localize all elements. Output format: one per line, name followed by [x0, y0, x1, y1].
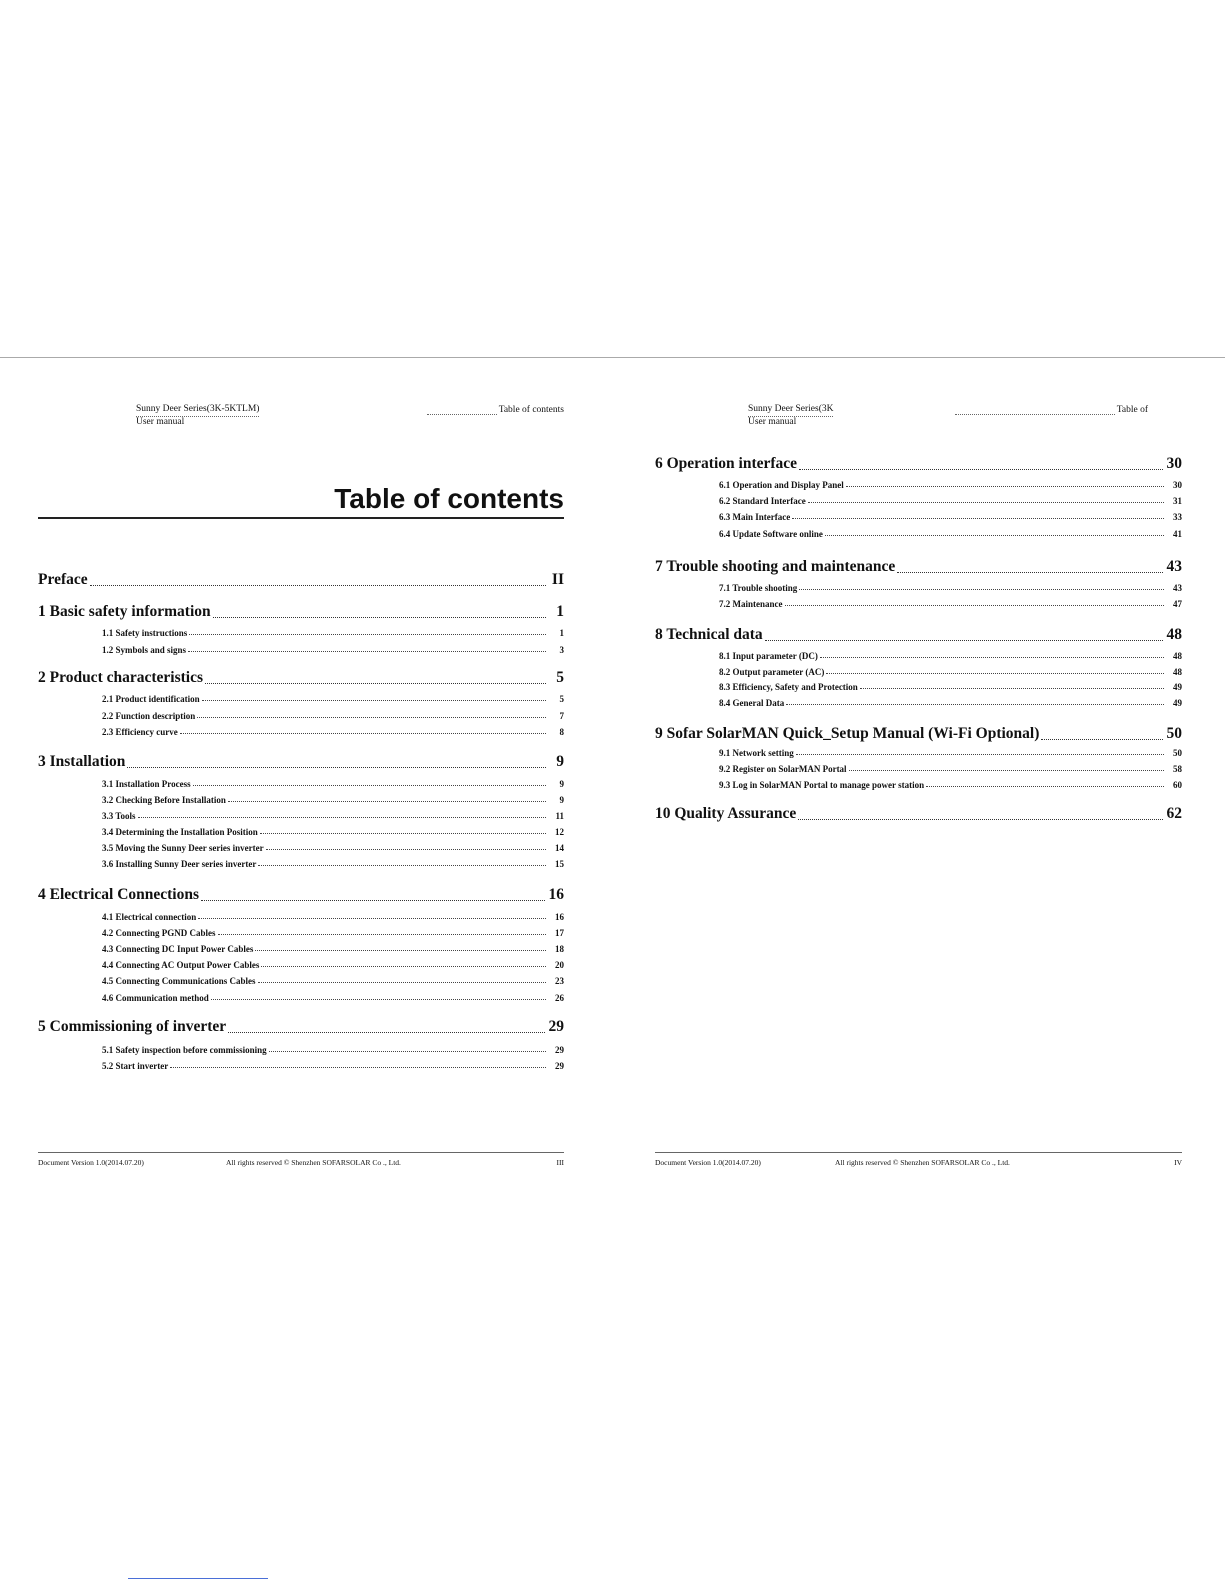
toc-section-entry[interactable] — [655, 780, 1182, 790]
toc-entry-page: 12 — [555, 827, 564, 837]
dot-leader — [820, 656, 1164, 658]
footer-rule — [38, 1152, 564, 1153]
dot-leader — [180, 732, 546, 734]
dot-leader — [786, 703, 1164, 705]
toc-entry-label: 8 Technical data — [655, 626, 763, 643]
toc-entry-page: 48 — [1173, 651, 1182, 661]
toc-section-entry[interactable] — [38, 843, 564, 853]
toc-entry-page: 30 — [1166, 455, 1182, 472]
dot-leader — [258, 981, 546, 983]
toc-entry-label: 1.1 Safety instructions — [102, 628, 188, 638]
toc-section-entry[interactable] — [38, 645, 564, 655]
dot-leader — [798, 818, 1162, 820]
toc-section-entry[interactable] — [38, 827, 564, 837]
toc-section-entry[interactable] — [38, 779, 564, 789]
toc-entry-page: 9 — [559, 795, 564, 805]
toc-section-entry[interactable] — [38, 628, 564, 638]
footer-version: Document Version 1.0(2014.07.20) — [655, 1158, 761, 1167]
toc-chapter-entry[interactable] — [655, 626, 1182, 644]
toc-entry-label: 7.2 Maintenance — [719, 599, 783, 609]
footer-page: IV — [1174, 1158, 1182, 1167]
toc-entry-label: 5 Commissioning of inverter — [38, 1018, 227, 1035]
toc-entry-label: 9 Sofar SolarMAN Quick_Setup Manual (Wi-Fi Optional) — [655, 725, 1040, 742]
toc-entry-page: 14 — [555, 843, 564, 853]
toc-entry-label: 9.1 Network setting — [719, 748, 794, 758]
dot-leader — [796, 753, 1164, 755]
toc-entry-page: 31 — [1173, 496, 1182, 506]
toc-entry-page: 49 — [1173, 682, 1182, 692]
dot-leader — [258, 864, 546, 866]
toc-section-entry[interactable] — [38, 811, 564, 821]
toc-entry-page: 50 — [1166, 725, 1182, 742]
toc-chapter-entry[interactable] — [38, 753, 564, 771]
dot-leader — [792, 517, 1164, 519]
toc-entry-label: 2 Product characteristics — [38, 669, 203, 686]
dot-leader — [202, 699, 546, 701]
toc-chapter-entry[interactable] — [38, 669, 564, 687]
dot-leader — [269, 1050, 546, 1052]
toc-entry-page: 9 — [556, 753, 564, 770]
toc-entry-label: 4.6 Communication method — [102, 993, 209, 1003]
toc-chapter-entry[interactable] — [655, 455, 1182, 473]
toc-entry-page: 7 — [559, 711, 564, 721]
toc-entry-label: 3.5 Moving the Sunny Deer series inverter — [102, 843, 264, 853]
toc-section-entry[interactable] — [38, 727, 564, 737]
toc-section-entry[interactable] — [38, 859, 564, 869]
toc-entry-label: 4 Electrical Connections — [38, 886, 200, 903]
dot-leader — [205, 682, 546, 684]
toc-entry-page: 20 — [555, 960, 564, 970]
dot-leader — [1041, 738, 1162, 740]
toc-entry-label: 1.2 Symbols and signs — [102, 645, 187, 655]
toc-section-entry[interactable] — [38, 993, 564, 1003]
toc-entry-label: 7 Trouble shooting and maintenance — [655, 558, 896, 575]
toc-section-entry[interactable] — [655, 496, 1182, 506]
toc-entry-page: II — [551, 571, 564, 588]
dot-leader — [201, 899, 544, 901]
toc-entry-page: 48 — [1173, 667, 1182, 677]
toc-entry-page: 9 — [559, 779, 564, 789]
toc-entry-label: 6.2 Standard Interface — [719, 496, 806, 506]
toc-left — [38, 395, 564, 1095]
footer-left — [38, 1158, 564, 1167]
dot-leader — [785, 604, 1165, 606]
toc-entry-label: 3 Installation — [38, 753, 126, 770]
toc-entry-label: 2.3 Efficiency curve — [102, 727, 178, 737]
toc-chapter-entry[interactable] — [38, 603, 564, 621]
toc-entry-label: 8.4 General Data — [719, 698, 785, 708]
bottom-link-underline — [128, 1578, 268, 1579]
footer-version: Document Version 1.0(2014.07.20) — [38, 1158, 144, 1167]
toc-entry-label: 3.4 Determining the Installation Position — [102, 827, 258, 837]
dot-leader — [90, 584, 546, 586]
footer-page: III — [556, 1158, 564, 1167]
toc-entry-page: 30 — [1173, 480, 1182, 490]
toc-section-entry[interactable] — [38, 1045, 564, 1055]
toc-entry-label: 5.2 Start inverter — [102, 1061, 169, 1071]
toc-entry-page: 15 — [555, 859, 564, 869]
dot-leader — [860, 687, 1164, 689]
dot-leader — [799, 588, 1164, 590]
toc-entry-label: 4.3 Connecting DC Input Power Cables — [102, 944, 254, 954]
dot-leader — [799, 468, 1162, 470]
toc-entry-page: 43 — [1166, 558, 1182, 575]
toc-section-entry[interactable] — [655, 764, 1182, 774]
header-manual: User manual — [136, 416, 185, 427]
toc-entry-page: 11 — [555, 811, 564, 821]
toc-entry-page: 16 — [555, 912, 564, 922]
toc-entry-page: 41 — [1173, 529, 1182, 539]
toc-entry-label: 4.1 Electrical connection — [102, 912, 197, 922]
dot-leader — [228, 1031, 544, 1033]
toc-section-entry[interactable] — [655, 698, 1182, 708]
header-series: Sunny Deer Series(3K — [748, 405, 833, 417]
toc-entry-label: 1 Basic safety information — [38, 603, 211, 620]
toc-section-entry[interactable] — [38, 928, 564, 938]
dot-leader — [825, 534, 1164, 536]
toc-entry-label: 8.1 Input parameter (DC) — [719, 651, 818, 661]
toc-entry-page: 26 — [555, 993, 564, 1003]
dot-leader — [260, 832, 546, 834]
toc-entry-label: 3.1 Installation Process — [102, 779, 191, 789]
toc-section-entry[interactable] — [655, 512, 1182, 522]
toc-entry-label: 6.3 Main Interface — [719, 512, 791, 522]
toc-section-entry[interactable] — [38, 912, 564, 922]
dot-leader — [808, 501, 1164, 503]
toc-entry-page: 49 — [1173, 698, 1182, 708]
dot-leader — [897, 571, 1162, 573]
toc-section-entry[interactable] — [655, 529, 1182, 539]
dot-leader — [218, 933, 546, 935]
toc-section-entry[interactable] — [38, 1061, 564, 1071]
dot-leader — [261, 965, 546, 967]
toc-entry-page: 8 — [559, 727, 564, 737]
page-left — [38, 395, 570, 1185]
dot-leader — [127, 766, 546, 768]
dot-leader — [211, 998, 546, 1000]
toc-section-entry[interactable] — [655, 480, 1182, 490]
dot-leader — [849, 769, 1164, 771]
dot-leader — [826, 672, 1164, 674]
toc-entry-page: 50 — [1173, 748, 1182, 758]
toc-entry-page: 3 — [559, 645, 564, 655]
dot-leader — [266, 848, 546, 850]
dot-leader — [198, 917, 546, 919]
toc-entry-page: 29 — [555, 1045, 564, 1055]
dot-leader — [189, 633, 546, 635]
toc-section-entry[interactable] — [38, 795, 564, 805]
toc-section-entry[interactable] — [655, 748, 1182, 758]
toc-entry-page: 18 — [555, 944, 564, 954]
toc-entry-page: 58 — [1173, 764, 1182, 774]
dot-leader — [197, 716, 546, 718]
toc-section-entry[interactable] — [655, 599, 1182, 609]
toc-section-entry[interactable] — [655, 651, 1182, 661]
toc-section-entry[interactable] — [38, 694, 564, 704]
dot-leader — [846, 485, 1164, 487]
page-title: Table of contents — [334, 483, 564, 514]
toc-entry-label: 3.3 Tools — [102, 811, 136, 821]
footer-rights: All rights reserved © Shenzhen SOFARSOLAR Co ., Ltd. — [835, 1158, 1010, 1167]
toc-right — [655, 395, 1182, 1095]
dot-leader — [213, 616, 546, 618]
toc-entry-page: 16 — [548, 886, 564, 903]
toc-chapter-entry[interactable] — [655, 558, 1182, 576]
toc-entry-page: 33 — [1173, 512, 1182, 522]
toc-entry-page: 1 — [556, 603, 564, 620]
toc-entry-page: 1 — [559, 628, 564, 638]
toc-entry-page: 17 — [555, 928, 564, 938]
toc-entry-label: 7.1 Trouble shooting — [719, 583, 798, 593]
page-right — [655, 395, 1188, 1185]
dot-leader — [170, 1066, 546, 1068]
toc-section-entry[interactable] — [655, 583, 1182, 593]
toc-section-entry[interactable] — [655, 682, 1182, 692]
toc-section-entry[interactable] — [655, 667, 1182, 677]
toc-chapter-entry[interactable] — [38, 571, 564, 589]
toc-entry-label: 2.2 Function description — [102, 711, 196, 721]
toc-entry-label: Preface — [38, 571, 88, 588]
toc-entry-label: 2.1 Product identification — [102, 694, 200, 704]
toc-section-entry[interactable] — [38, 711, 564, 721]
toc-entry-page: 5 — [559, 694, 564, 704]
toc-entry-label: 9.3 Log in SolarMAN Portal to manage power station — [719, 780, 925, 790]
toc-entry-label: 6.4 Update Software online — [719, 529, 823, 539]
toc-entry-label: 8.3 Efficiency, Safety and Protection — [719, 682, 858, 692]
toc-chapter-entry[interactable] — [655, 805, 1182, 823]
toc-entry-page: 43 — [1173, 583, 1182, 593]
dot-leader — [188, 650, 546, 652]
toc-entry-page: 23 — [555, 976, 564, 986]
toc-entry-page: 47 — [1173, 599, 1182, 609]
toc-entry-label: 10 Quality Assurance — [655, 805, 797, 822]
toc-entry-label: 6.1 Operation and Display Panel — [719, 480, 844, 490]
page-separator — [0, 357, 1225, 358]
toc-entry-label: 4.5 Connecting Communications Cables — [102, 976, 256, 986]
toc-entry-label: 9.2 Register on SolarMAN Portal — [719, 764, 847, 774]
toc-entry-page: 5 — [556, 669, 564, 686]
toc-entry-page: 48 — [1166, 626, 1182, 643]
toc-entry-label: 3.2 Checking Before Installation — [102, 795, 226, 805]
header-manual: User manual — [748, 416, 797, 427]
toc-entry-page: 29 — [555, 1061, 564, 1071]
toc-entry-label: 4.4 Connecting AC Output Power Cables — [102, 960, 260, 970]
toc-chapter-entry[interactable] — [38, 1018, 564, 1036]
toc-chapter-entry[interactable] — [38, 886, 564, 904]
toc-entry-label: 8.2 Output parameter (AC) — [719, 667, 825, 677]
dot-leader — [255, 949, 546, 951]
dot-leader — [926, 785, 1164, 787]
toc-entry-page: 29 — [548, 1018, 564, 1035]
header-series: Sunny Deer Series(3K-5KTLM) — [136, 405, 259, 417]
toc-entry-label: 4.2 Connecting PGND Cables — [102, 928, 216, 938]
dot-leader — [193, 784, 546, 786]
footer-rights: All rights reserved © Shenzhen SOFARSOLAR Co ., Ltd. — [226, 1158, 401, 1167]
toc-section-entry[interactable] — [38, 960, 564, 970]
toc-entry-label: 5.1 Safety inspection before commissioning — [102, 1045, 267, 1055]
toc-section-entry[interactable] — [38, 976, 564, 986]
toc-chapter-entry[interactable] — [655, 725, 1182, 743]
dot-leader — [765, 639, 1163, 641]
header-section: Table of — [1116, 405, 1148, 415]
toc-entry-page: 62 — [1166, 805, 1182, 822]
footer-right — [655, 1158, 1182, 1167]
footer-rule — [655, 1152, 1182, 1153]
header-section: Table of contents — [498, 405, 564, 415]
toc-section-entry[interactable] — [38, 944, 564, 954]
dot-leader — [138, 816, 546, 818]
toc-entry-label: 6 Operation interface — [655, 455, 798, 472]
dot-leader — [228, 800, 546, 802]
toc-entry-label: 3.6 Installing Sunny Deer series inverter — [102, 859, 257, 869]
toc-entry-page: 60 — [1173, 780, 1182, 790]
